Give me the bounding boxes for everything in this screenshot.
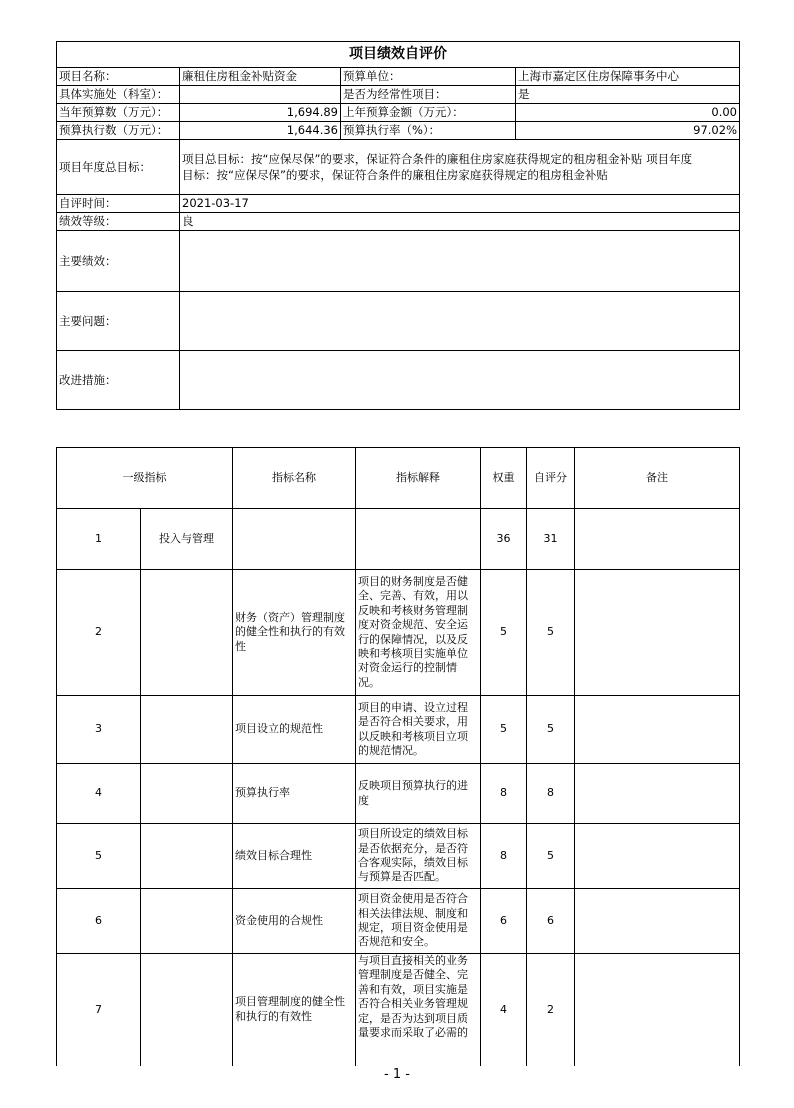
header-score: 自评分 <box>527 448 575 509</box>
table-row <box>57 509 740 570</box>
table-row <box>57 696 740 764</box>
main-issue-label: 主要问题： <box>57 292 180 351</box>
page-number: - 1 - <box>384 1067 410 1082</box>
row-explanation: 项目的申请、设立过程是否符合相关要求，用以反映和考核项目立项的规范情况。 <box>356 696 481 764</box>
improve-value <box>180 351 740 410</box>
eval-time-label: 自评时间： <box>57 195 180 213</box>
goal-value <box>180 140 740 195</box>
row-remark <box>575 954 740 1066</box>
row-no: 4 <box>57 764 141 824</box>
row-explanation: 与项目直接相关的业务管理制度是否健全、完善和有效，项目实施是否符合相关业务管理规定，是否为达到项目质量要求而采取了必需的 <box>356 954 481 1066</box>
row-score: 2 <box>527 954 575 1066</box>
improve-label: 改进措施： <box>57 351 180 410</box>
row-level1 <box>141 824 233 889</box>
goal-label: 项目年度总目标： <box>57 140 180 195</box>
row-no: 1 <box>57 509 141 570</box>
grade-label: 绩效等级： <box>57 213 180 231</box>
row-score: 5 <box>527 570 575 696</box>
row-no: 6 <box>57 889 141 954</box>
main-perf-label: 主要绩效： <box>57 231 180 292</box>
table-row <box>57 889 740 954</box>
page-title: 项目绩效自评价 <box>57 42 740 68</box>
table-row <box>57 570 740 696</box>
header-name: 指标名称 <box>233 448 356 509</box>
row-explanation: 项目的财务制度是否健全、完善、有效，用以反映和考核财务管理制度对资金规范、安全运行的保障情况，以及反映和考核项目实施单位对资金运行的控制情况。 <box>356 570 481 696</box>
eval-time-value: 2021-03-17 <box>180 195 740 213</box>
row-remark <box>575 824 740 889</box>
row-no: 2 <box>57 570 141 696</box>
goal-line-1: 项目总目标：按“应保尽保”的要求，保证符合条件的廉租住房家庭获得规定的租房租金补贴 项目年度 <box>182 152 693 166</box>
row-remark <box>575 764 740 824</box>
row-no: 7 <box>57 954 141 1066</box>
recurring-value: 是 <box>516 86 740 104</box>
row-name: 财务（资产）管理制度的健全性和执行的有效性 <box>233 570 356 696</box>
row-score: 31 <box>527 509 575 570</box>
row-weight: 4 <box>481 954 527 1066</box>
executed-label: 预算执行数（万元）： <box>57 122 180 140</box>
row-score: 5 <box>527 696 575 764</box>
recurring-label: 是否为经常性项目： <box>341 86 516 104</box>
row-level1 <box>141 889 233 954</box>
exec-rate-value: 97.02% <box>516 122 740 140</box>
row-no: 5 <box>57 824 141 889</box>
row-level1 <box>141 696 233 764</box>
row-level1 <box>141 570 233 696</box>
header-explanation: 指标解释 <box>356 448 481 509</box>
grade-value: 良 <box>180 213 740 231</box>
row-level1: 投入与管理 <box>141 509 233 570</box>
row-remark <box>575 570 740 696</box>
budget-unit-value: 上海市嘉定区住房保障事务中心 <box>516 68 740 86</box>
row-name <box>233 509 356 570</box>
row-weight: 8 <box>481 824 527 889</box>
row-level1 <box>141 764 233 824</box>
row-weight: 5 <box>481 570 527 696</box>
row-score: 8 <box>527 764 575 824</box>
row-weight: 6 <box>481 889 527 954</box>
row-name: 项目设立的规范性 <box>233 696 356 764</box>
last-budget-label: 上年预算金额（万元）： <box>341 104 516 122</box>
indicator-table <box>56 447 740 1066</box>
project-name-label: 项目名称： <box>57 68 180 86</box>
executed-value: 1,644.36 <box>180 122 341 140</box>
row-score: 6 <box>527 889 575 954</box>
budget-label: 当年预算数（万元）： <box>57 104 180 122</box>
row-name: 预算执行率 <box>233 764 356 824</box>
row-name: 项目管理制度的健全性和执行的有效性 <box>233 954 356 1066</box>
row-remark <box>575 696 740 764</box>
row-explanation <box>356 509 481 570</box>
table-row <box>57 764 740 824</box>
row-weight: 5 <box>481 696 527 764</box>
row-weight: 36 <box>481 509 527 570</box>
row-name: 资金使用的合规性 <box>233 889 356 954</box>
row-remark <box>575 509 740 570</box>
project-name-value: 廉租住房租金补贴资金 <box>180 68 341 86</box>
row-explanation: 项目所设定的绩效目标是否依据充分，是否符合客观实际，绩效目标与预算是否匹配。 <box>356 824 481 889</box>
table-row <box>57 954 740 1066</box>
row-score: 5 <box>527 824 575 889</box>
row-explanation: 反映项目预算执行的进度 <box>356 764 481 824</box>
header-level1: 一级指标 <box>57 448 233 509</box>
budget-value: 1,694.89 <box>180 104 341 122</box>
row-name: 绩效目标合理性 <box>233 824 356 889</box>
exec-rate-label: 预算执行率（%）： <box>341 122 516 140</box>
header-weight: 权重 <box>481 448 527 509</box>
goal-line-2: 目标：按“应保尽保”的要求，保证符合条件的廉租住房家庭获得规定的租房租金补贴 <box>182 168 608 182</box>
row-level1 <box>141 954 233 1066</box>
main-issue-value <box>180 292 740 351</box>
row-weight: 8 <box>481 764 527 824</box>
row-no: 3 <box>57 696 141 764</box>
implementer-label: 具体实施处（科室）： <box>57 86 180 104</box>
last-budget-value: 0.00 <box>516 104 740 122</box>
header-remark: 备注 <box>575 448 740 509</box>
project-info-table <box>56 41 740 410</box>
implementer-value <box>180 86 341 104</box>
table-row <box>57 824 740 889</box>
row-explanation: 项目资金使用是否符合相关法律法规、制度和规定，项目资金使用是否规范和安全。 <box>356 889 481 954</box>
budget-unit-label: 预算单位： <box>341 68 516 86</box>
main-perf-value <box>180 231 740 292</box>
row-remark <box>575 889 740 954</box>
